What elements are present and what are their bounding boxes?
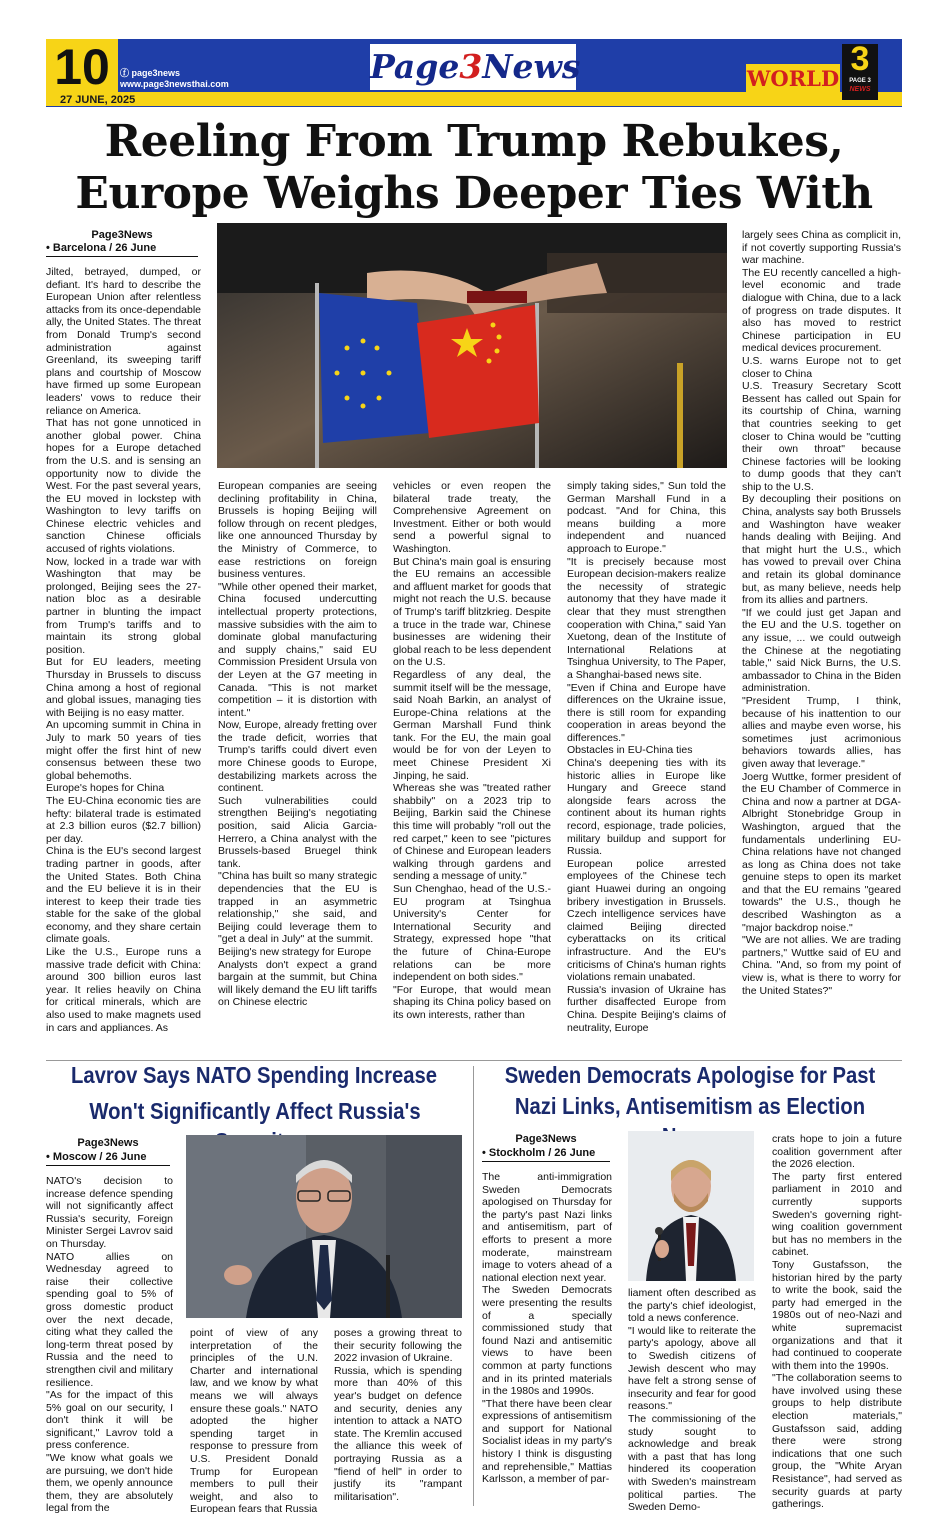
- website-link[interactable]: www.page3newsthai.com: [120, 79, 229, 89]
- sweden-headline-line2: Nazi Links, Antisemitism as Election: [514, 1093, 866, 1119]
- lavrov-byline-rule: [46, 1165, 170, 1166]
- badge-number: 3: [850, 40, 870, 78]
- lavrov-byline-org: Page3News: [77, 1137, 139, 1149]
- main-headline-line1: Reeling From Trump Rebukes,: [104, 116, 844, 167]
- main-headline-line2: Europe Weighs Deeper Ties With: [75, 168, 873, 219]
- article1-col5-text: largely sees China as complicit in, if not covertly supporting Russia's war machine. The EU recently cancelled a high-level economic and trade dialogue with China, due to a lack of progress on trade disputes. It also has moved to restrict Chinese participation in EU medical devices procurement. U.S. warns Europe not to get closer to China U.S. Treasury Secretary Scott Bessent has called out Spain for its courtship of China, warning that countries seeking to get closer to China would be "cutting their own throat" because Chinese factories will be looking to dump goods that they can't ship to the U.S. By decoupling their positions on China, analysts say both Brussels and Washington have weaker hands dealing with Beijing. And that might hurt the U.S., which has vowed to prevail over China and retain its global dominance but, as many believe, needs help from its allies and partners. "If we could just get Japan and the EU and the U.S. together on any issue, ... we could outweigh the Chinese at the negotiating table," said Nick Burns, the U.S. ambassador to China in the Biden administration. "President Trump, I think, because of his inattention to our allies and maybe even worse, his sometimes just acrimonious behaviors towards allies, has given away that leverage." Joerg Wuttke, former president of the EU Chamber of Commerce in China and now a partner at DGA-Albright Stonebridge Group in Washington, argued that the fundamentals underlining EU-China relations have not changed as long as China does not take genuine steps to open its market and that the EU remains "geared towards" the U.S., though he described Washington as a "major backdrop noise." "We are not allies. We are trading partners," Wuttke said of EU and China. "And, so from my point of view is, what is there to worry for the United States?": [742, 229, 901, 997]
- lavrov-photo: [186, 1135, 462, 1318]
- byline-rule: [46, 256, 198, 257]
- logo-left: Page: [370, 47, 460, 86]
- sweden-column1: [482, 1171, 612, 1505]
- lavrov-headline-line2: Won't Significantly Affect Russia's: [89, 1098, 421, 1124]
- lavrov-headline-line1: Lavrov Says NATO Spending Increase: [71, 1062, 437, 1088]
- article1-column3: [393, 480, 551, 1058]
- lavrov-byline-location: • Moscow / 26 June: [46, 1151, 147, 1163]
- lavrov-col1-text: NATO's decision to increase defence spending will not significantly affect Russia's security, Foreign Minister Sergei Lavrov said on Thursday. NATO allies on Wednesday agreed to raise their collective spending goal to 5% of gross domestic product over the next decade, citing what they called the long-term threat posed by Russia and the need to strengthen civil and military resilience. "As for the impact of this 5% goal on our security, I don't think it will be significant," Lavrov told a press conference. "We know what goals we are pursuing, we don't hide them, we openly announce them, they are absolutely legal from the: [46, 1175, 173, 1515]
- sweden-byline-rule: [482, 1161, 610, 1162]
- article1-col2-text: European companies are seeing declining profitability in China, Brussels is hoping Beijing will follow through on recent pledges, like one announced Thursday by the Ministry of Commerce, to ease restrictions on foreign business ventures. "While other opened their market, China focused undercutting intellectual property protections, massive subsidies with the aim to dominate global manufacturing and supply chains," said EU Commission President Ursula von der Leyen at the G7 meeting in Canada. "This is not market competition – it is distortion with intent." Now, Europe, already fretting over the trade deficit, worries that Trump's tariffs could divert even more Chinese goods to Europe, destabilizing markets across the continent. Such vulnerabilities could strengthen Beijing's negotiating position, said Alicia Garcia-Herrero, a China analyst with the Brussels-based Bruegel think tank. "China has built so many strategic dependencies that the EU is trapped in an asymmetric relationship," she said, and Beijing could leverage them to "get a deal in July" at the summit. Beijing's new strategy for Europe Analysts don't expect a grand bargain at the summit, but China will likely demand the EU lift tariffs on Chinese electric: [218, 480, 377, 1009]
- lavrov-illustration: [186, 1135, 462, 1318]
- lavrov-column3: [334, 1327, 462, 1505]
- sweden-column3: [772, 1133, 902, 1511]
- karlsson-illustration: [628, 1131, 754, 1281]
- lavrov-column1: [46, 1175, 173, 1515]
- article1-column5: [742, 229, 901, 1058]
- article1-col1-text: Jilted, betrayed, dumped, or defiant. It's hard to describe the European Union after relentless attacks from its once-dependable ally, the United States. The threat from Donald Trump's second administration against Greenland, its sweeping tariff plans and courtship of Moscow have firmed up some European leaders' vows to reduce their reliance on America. That has not gone unnoticed in another global power. China hopes for a Europe detached from the U.S. and is sensing an opportunity now to divide the West. For the past several years, the EU moved in lockstep with Washington to levy tariffs on Chinese electric vehicles and sanction Chinese officials accused of rights violations. Now, locked in a trade war with Washington that may be prolonged, Beijing sees the 27-nation bloc as a desirable partner in blunting the impact from Trump's tariffs and to maintain its strong global position. But for EU leaders, meeting Thursday in Brussels to discuss China among a host of regional and global issues, managing ties with Beijing is no easy matter. An upcoming summit in China in July to mark 50 years of ties might offer the first hint of new consensus between these two global behemoths. Europe's hopes for China The EU-China economic ties are hefty: bilateral trade is estimated at 2.3 billion euros ($2.7 billion) per day. China is the EU's second largest trading partner in goods, after the United States. Both China and the EU believe it is in their interest to keep their trade ties stable for the sake of the global economy, and they share certain climate goals. Like the U.S., Europe runs a massive trade deficit with China: around 300 billion euros last year. It relies heavily on China for critical minerals, which are also used to make magnets used in cars and appliances. As: [46, 266, 201, 1034]
- article1-col3-text: vehicles or even reopen the bilateral trade treaty, the Comprehensive Agreement on Investment. Either or both would send a powerful signal to Washington. But China's main goal is ensuring the EU remains an accessible and affluent market for goods that might not reach the U.S. because of Trump's tariff blitzkrieg. Despite a truce in the trade war, Chinese businesses are widening their global reach to be less dependent on the U.S. Regardless of any deal, the summit itself will be the message, said Noah Barkin, an analyst of Europe-China relations at the German Marshall Fund think tank. For the EU, the main goal would be for von der Leyen to meet Chinese President Xi Jinping, he said. Whereas she was "treated rather shabbily" on a 2023 trip to Beijing, Barkin said the Chinese this time will probably "roll out the red carpet," keen to see "pictures of Chinese and European leaders walking through gardens and sending a message of unity." Sun Chenghao, head of the U.S.-EU program at Tsinghua University's Center for International Security and Strategy, expressed hope "that the future of China-Europe relations can be more independent on both sides." "For Europe, that would mean shaping its China policy based on its own interests, rather than: [393, 480, 551, 1021]
- sweden-headline-line1: Sweden Democrats Apologise for Past: [504, 1062, 876, 1088]
- article1-column2: [218, 480, 377, 1058]
- flags-illustration: [217, 223, 727, 468]
- lavrov-col2-text: point of view of any interpretation of the principles of the U.N. Charter and international law, and we know by what means we will always ensure these goals." NATO adopted the higher spending target in response to pressure from U.S. President Donald Trump for European members to pull their weight, and also to European fears that Russia: [190, 1327, 318, 1516]
- newspaper-logo: [370, 44, 581, 90]
- lavrov-column2: [190, 1327, 318, 1516]
- sweden-col2-text: liament often described as the party's chief ideologist, told a news conference. "I would like to reiterate the party's apology, above all to Swedish citizens of Jewish descent who may have felt a strong sense of insecurity and fear for good reasons." The commissioning of the study sought to acknowledge and break with a past that has long hindered its cooperation with Sweden's mainstream political parties. The Sweden Demo-: [628, 1287, 756, 1514]
- logo-three: 3: [459, 47, 483, 86]
- masthead-stripe: [46, 92, 902, 106]
- bottom-column-divider: [473, 1066, 474, 1506]
- sweden-byline-org: Page3News: [515, 1133, 577, 1145]
- sweden-col3-text: crats hope to join a future coalition government after the 2026 election. The party first entered parliament in 2010 and currently supports Sweden's governing right-wing coalition government but has no members in the cabinet. Tony Gustafsson, the historian hired by the party to write the book, said the party had emerged in the 1980s out of neo-Nazi and white supremacist organizations and that it had continued to cooperate with them into the 1990s. "The collaboration seems to have involved using these groups to help distribute election materials," Gustafsson said, adding there were strong indications that one such group, the "White Aryan Resistance", had served as security guards at party gatherings.: [772, 1133, 902, 1511]
- sweden-byline-location: • Stockholm / 26 June: [482, 1147, 596, 1159]
- sweden-col1-text: The anti-immigration Sweden Democrats apologised on Thursday for the party's past Nazi links and antisemitism, part of efforts to present a more moderate, mainstream image to voters ahead of a national election next year. The Sweden Democrats were presenting the results of a specially commissioned study that found Nazi and antisemitic views to have been common at party functions and in its printed materials in the 1980s and 1990s. "That there have been clear expressions of antisemitism and support for National Socialist ideas in my party's history I think is disgusting and reprehensible," Mattias Karlsson, a member of par-: [482, 1171, 612, 1486]
- eu-china-flags-photo: [217, 223, 727, 468]
- logo-right: News: [482, 47, 581, 86]
- page-number: 10: [54, 39, 110, 95]
- lavrov-col3-text: poses a growing threat to their security following the 2022 invasion of Ukraine. Russia, which is spending more than 40% of this year's budget on defence and security, denies any intention to attack a NATO state. The Kremlin accused the alliance this week of portraying Russia as a "fiend of hell" in order to justify its "rampant militarisation".: [334, 1327, 462, 1503]
- article1-column4: [567, 480, 726, 1058]
- karlsson-photo: [628, 1131, 754, 1281]
- badge-subtitle-news: NEWS: [849, 86, 871, 93]
- social-handle[interactable]: ⓕ page3news: [120, 68, 181, 78]
- article1-column1: [46, 266, 201, 1058]
- article1-col4-text: simply taking sides," Sun told the German Marshall Fund in a podcast. "And for China, this means building a more independent and nuanced approach to Europe." "It is precisely because most European decision-makers realize the necessity of strategic autonomy that they have made it clear that they must strengthen cooperation with China," said Yan Xuetong, dean of the Institute of International Relations at Tsinghua University, to The Paper, a Shanghai-based news site. "Even if China and Europe have differences on the Ukraine issue, there is still room for expanding cooperation in areas beyond the differences." Obstacles in EU-China ties China's deepening ties with its historic allies in Europe like Hungary and Greece stand alongside fears across the continent about its human rights record, espionage, trade policies, military buildup and support for Russia. European police arrested employees of the Chinese tech giant Huawei during an ongoing bribery investigation in Brussels. Czech intelligence services have claimed Beijing directed cyberattacks on its critical infrastructure. And the EU's criticisms of China's human rights violations remain unabated. Russia's invasion of Ukraine has further disaffected Europe from China. Despite Beijing's claims of neutrality, Europe: [567, 480, 726, 1034]
- issue-date: 27 JUNE, 2025: [60, 94, 136, 106]
- section-label: WORLD: [746, 66, 840, 91]
- badge-subtitle: PAGE 3: [849, 78, 871, 84]
- byline-org: Page3News: [91, 229, 153, 241]
- sweden-column2: [628, 1287, 756, 1514]
- byline-location: • Barcelona / 26 June: [46, 242, 157, 254]
